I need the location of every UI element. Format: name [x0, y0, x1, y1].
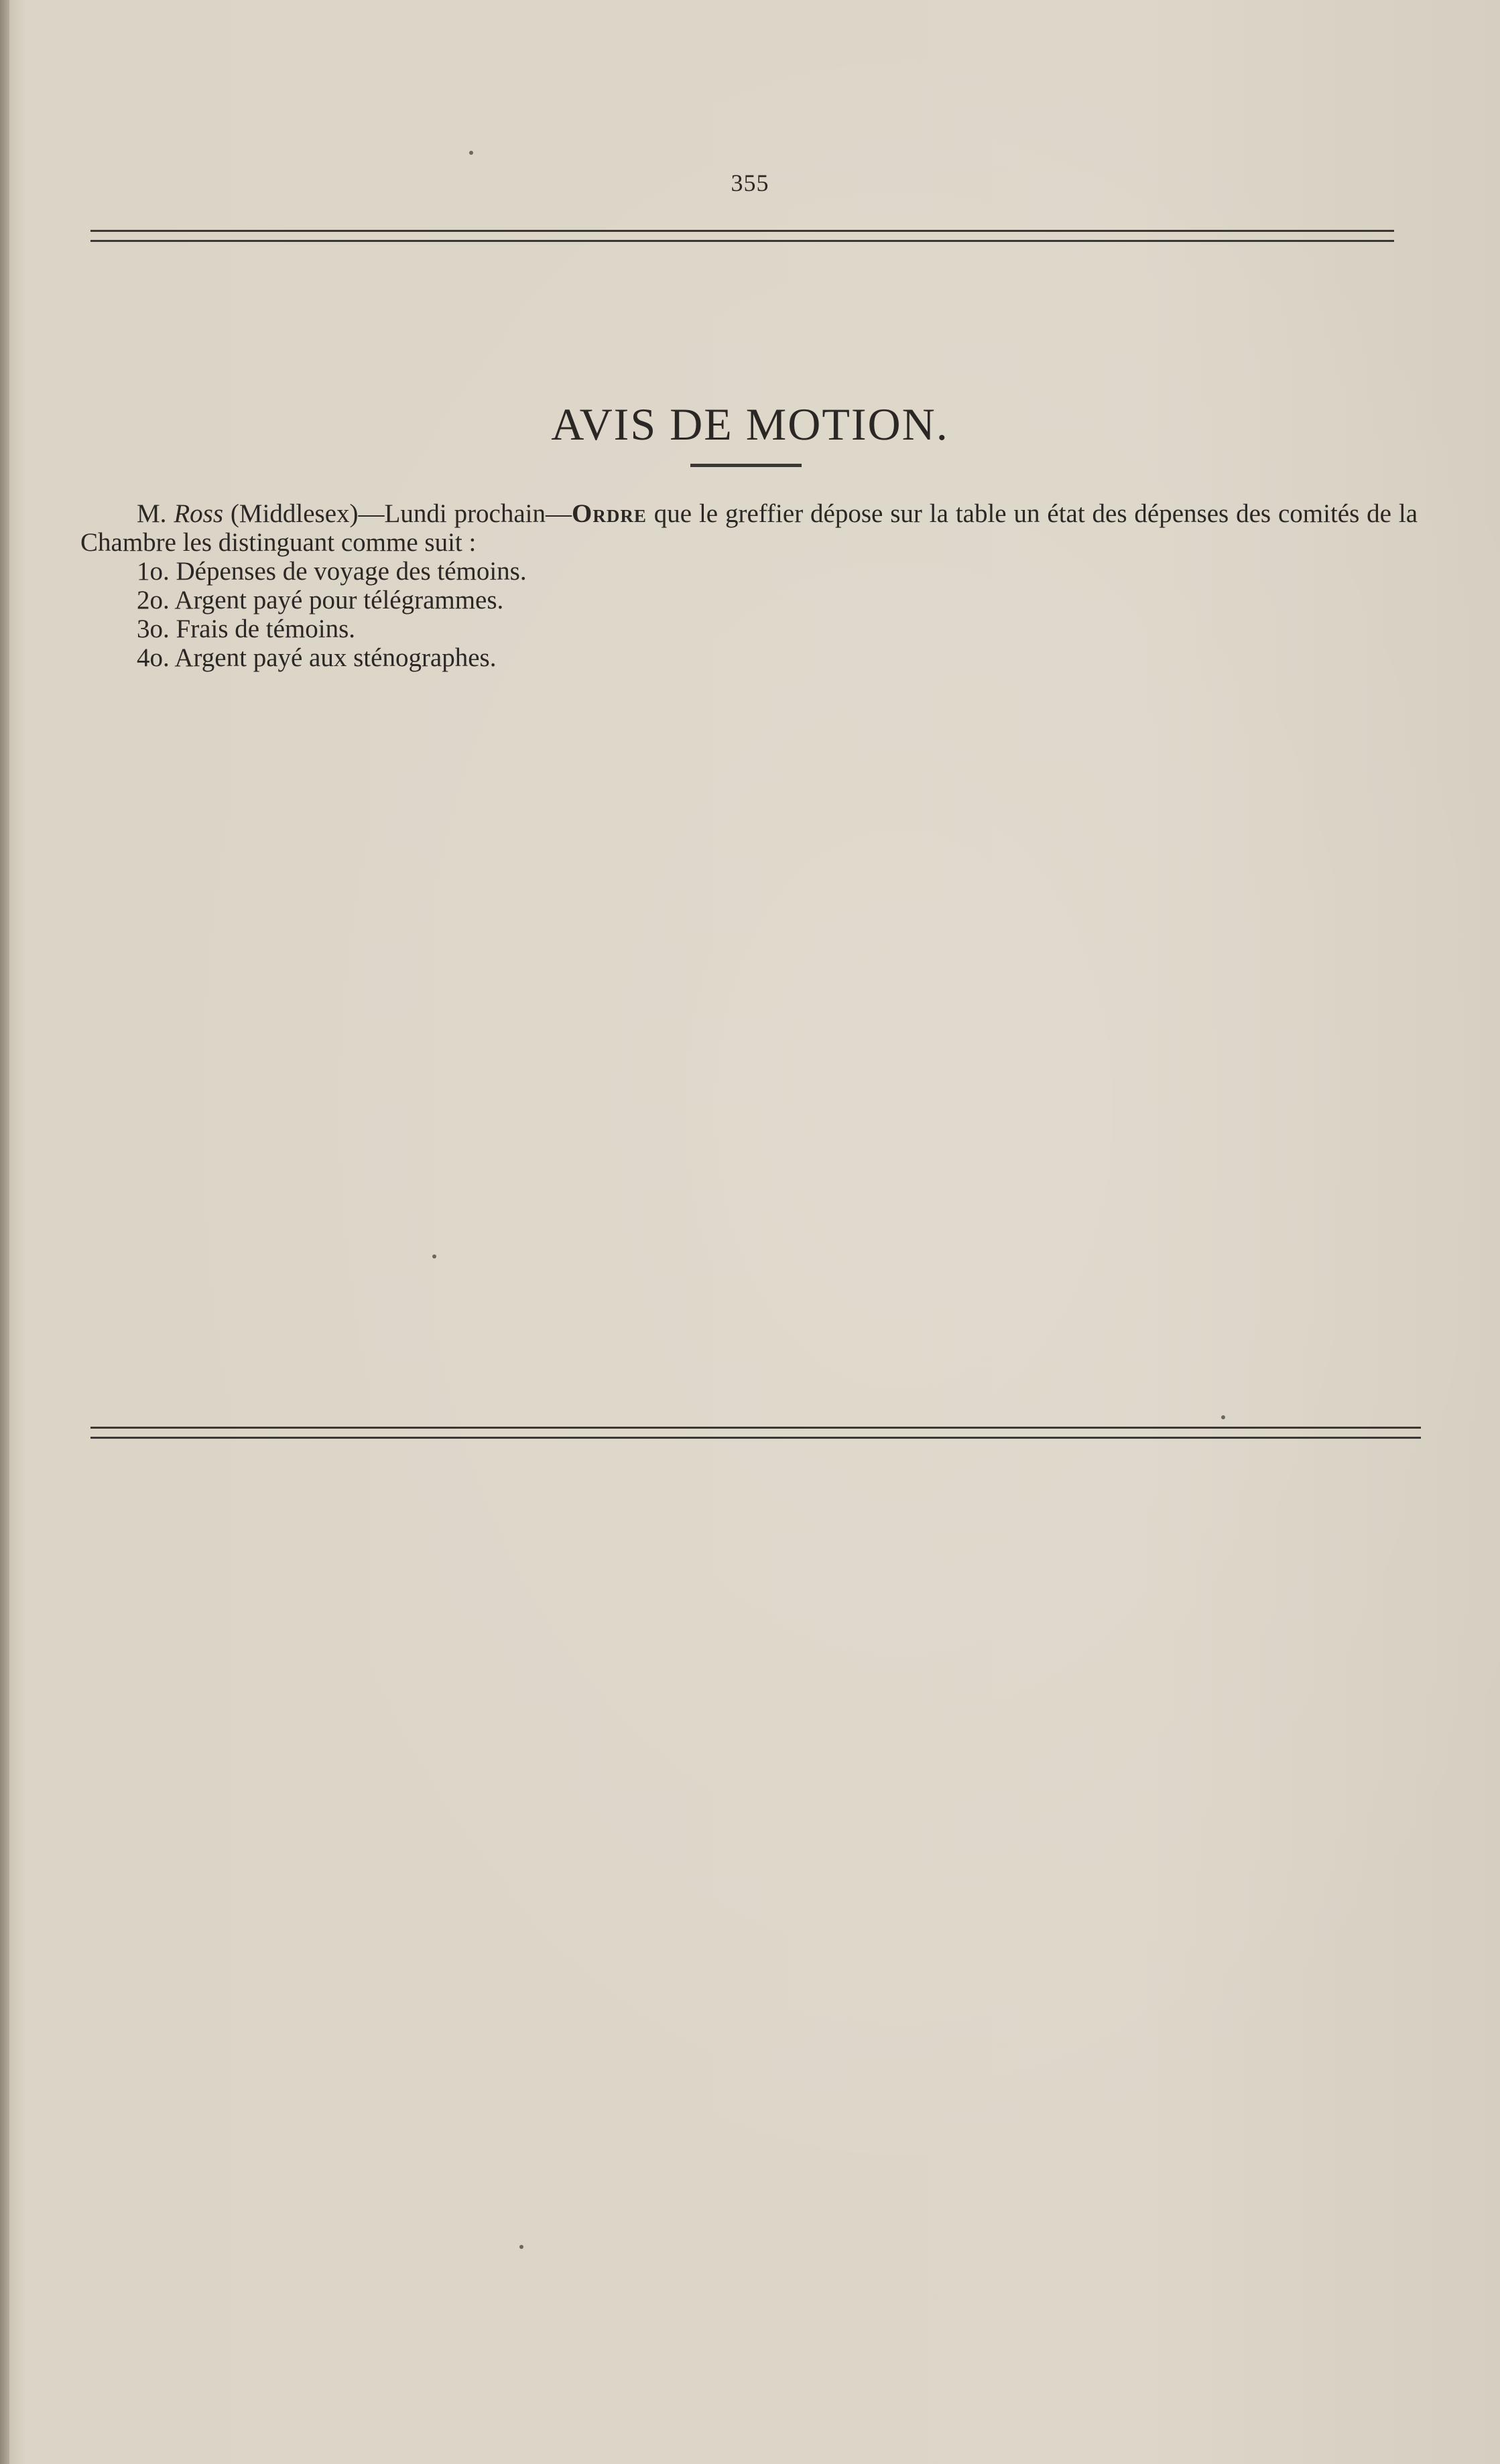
mover-name: Ross	[174, 499, 224, 528]
book-spine-edge	[0, 0, 9, 2464]
bottom-double-rule	[90, 1427, 1421, 1439]
order-word: Ordre	[572, 499, 647, 528]
page-number: 355	[731, 170, 769, 196]
list-item: 3o. Frais de témoins.	[137, 614, 356, 643]
list-item: 2o. Argent payé pour télégrammes.	[137, 586, 504, 614]
expense-list	[80, 557, 1418, 672]
paper-speck	[432, 1254, 436, 1258]
top-double-rule	[90, 230, 1394, 242]
title-underline-rule	[690, 464, 802, 467]
paper-speck	[469, 151, 473, 155]
motion-paragraph	[80, 499, 1418, 557]
list-item: 4o. Argent payé aux sténographes.	[137, 643, 497, 672]
motion-text: que le greffier dépose sur la table un état des dépenses des comités de la Chambre les distinguant comme suit :	[80, 499, 1418, 557]
paper-speck	[1221, 1415, 1225, 1419]
section-title: AVIS DE MOTION.	[551, 398, 949, 450]
riding-and-date: (Middlesex)—Lundi prochain—	[230, 499, 572, 528]
list-item: 1o. Dépenses de voyage des témoins.	[137, 557, 527, 586]
paper-speck	[519, 2245, 523, 2249]
motion-body	[80, 499, 1418, 672]
mover-title: M.	[137, 499, 167, 528]
